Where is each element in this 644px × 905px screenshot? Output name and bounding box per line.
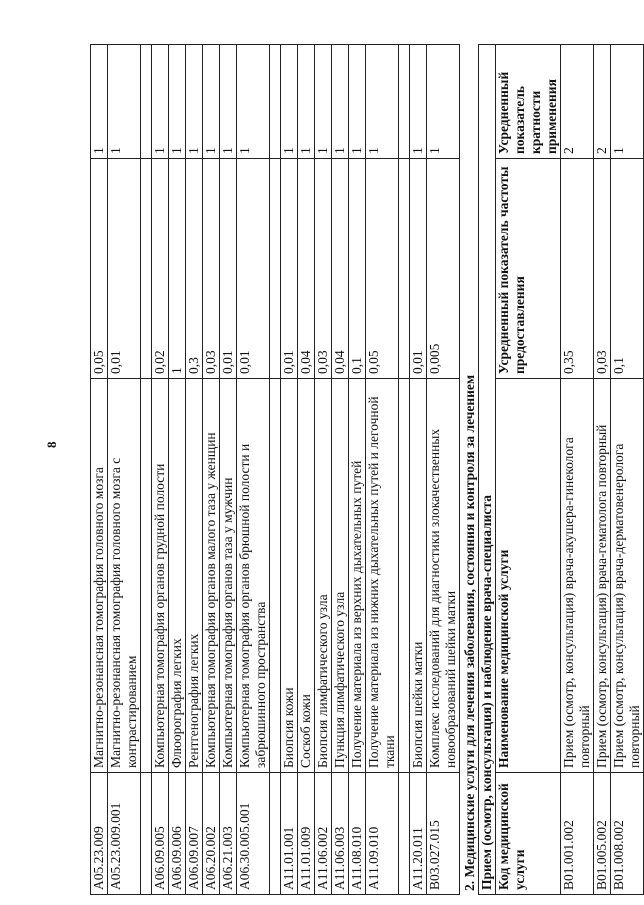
service-code: A05.23.009.001 bbox=[108, 773, 141, 895]
service-name: Компьютерная томография органов грудной полости bbox=[152, 379, 169, 773]
frequency-value: 0,01 bbox=[108, 159, 141, 379]
group-gap bbox=[141, 45, 152, 895]
multiplicity-value: 1 bbox=[611, 44, 644, 158]
service-name: Компьютерная томография органов малого таза у женщин bbox=[203, 379, 220, 773]
table-row bbox=[427, 45, 460, 895]
group-gap bbox=[399, 45, 410, 895]
multiplicity-value: 1 bbox=[237, 45, 270, 159]
table-row bbox=[561, 44, 594, 894]
service-name: Компьютерная томография органов таза у мужчин bbox=[220, 379, 237, 773]
table-row bbox=[594, 44, 611, 894]
section-2-title: 2. Медицинские услуги для лечения заболевания, состояния и контроля за лечением bbox=[462, 374, 477, 891]
gap-cell bbox=[141, 379, 152, 773]
gap-cell bbox=[141, 773, 152, 895]
service-code: A06.09.007 bbox=[186, 773, 203, 895]
service-code: B01.001.002 bbox=[561, 773, 594, 895]
service-name: Пункция лимфатического узла bbox=[332, 379, 349, 773]
header-multiplicity: Усредненный показатель кратности применения bbox=[496, 44, 561, 158]
service-code: A11.20.011 bbox=[410, 773, 427, 895]
frequency-value: 0,01 bbox=[237, 159, 270, 379]
service-name: Биопсия шейки матки bbox=[410, 379, 427, 773]
multiplicity-value: 1 bbox=[220, 45, 237, 159]
frequency-value: 0,005 bbox=[427, 159, 460, 379]
multiplicity-value: 1 bbox=[410, 45, 427, 159]
service-code: A06.21.003 bbox=[220, 773, 237, 895]
services-table-1 bbox=[90, 44, 460, 895]
service-name: Комплекс исследований для диагностики злокачественных новообразований шейки матки bbox=[427, 379, 460, 773]
section-2-subtitle: Прием (осмотр, консультация) и наблюдение врача-специалиста bbox=[479, 44, 496, 894]
service-code: A05.23.009 bbox=[91, 773, 108, 895]
service-code: A06.30.005.001 bbox=[237, 773, 270, 895]
service-code: B03.027.015 bbox=[427, 773, 460, 895]
frequency-value: 0,35 bbox=[561, 159, 594, 379]
frequency-value: 0,04 bbox=[298, 159, 315, 379]
frequency-value: 0,02 bbox=[152, 159, 169, 379]
multiplicity-value: 1 bbox=[315, 45, 332, 159]
multiplicity-value: 1 bbox=[91, 45, 108, 159]
service-name: Магнитно-резонансная томография головного мозга bbox=[91, 379, 108, 773]
service-code: B01.005.002 bbox=[594, 773, 611, 895]
service-code: A11.01.001 bbox=[281, 773, 298, 895]
multiplicity-value: 1 bbox=[203, 45, 220, 159]
service-name: Компьютерная томография органов брюшной полости и забрюшинного пространства bbox=[237, 379, 270, 773]
gap-cell bbox=[270, 45, 281, 159]
service-name: Получение материала из нижних дыхательных путей и легочной ткани bbox=[366, 379, 399, 773]
group-gap bbox=[270, 45, 281, 895]
multiplicity-value: 1 bbox=[366, 45, 399, 159]
service-code: A06.20.002 bbox=[203, 773, 220, 895]
multiplicity-value: 1 bbox=[108, 45, 141, 159]
frequency-value: 0,01 bbox=[220, 159, 237, 379]
table-row bbox=[237, 45, 270, 895]
header-name: Наименование медицинской услуги bbox=[496, 379, 561, 773]
frequency-value: 0,05 bbox=[366, 159, 399, 379]
multiplicity-value: 1 bbox=[349, 45, 366, 159]
frequency-value: 1 bbox=[169, 159, 186, 379]
gap-cell bbox=[270, 379, 281, 773]
table-row bbox=[108, 45, 141, 895]
table-row bbox=[186, 45, 203, 895]
table-row bbox=[91, 45, 108, 895]
gap-cell bbox=[270, 773, 281, 895]
table-row bbox=[611, 44, 644, 894]
gap-cell bbox=[399, 45, 410, 159]
service-name: Соскоб кожи bbox=[298, 379, 315, 773]
gap-cell bbox=[270, 159, 281, 379]
frequency-value: 0,01 bbox=[410, 159, 427, 379]
service-name: Биопсия лимфатического узла bbox=[315, 379, 332, 773]
table-row bbox=[281, 45, 298, 895]
frequency-value: 0,05 bbox=[91, 159, 108, 379]
gap-cell bbox=[141, 45, 152, 159]
service-code: A11.09.010 bbox=[366, 773, 399, 895]
service-name: Биопсия кожи bbox=[281, 379, 298, 773]
multiplicity-value: 2 bbox=[561, 44, 594, 158]
table-row bbox=[349, 45, 366, 895]
table-header-row bbox=[496, 44, 561, 894]
gap-cell bbox=[141, 159, 152, 379]
frequency-value: 0,03 bbox=[203, 159, 220, 379]
services-table-2-body bbox=[561, 44, 644, 894]
service-code: A11.06.002 bbox=[315, 773, 332, 895]
service-code: B01.008.002 bbox=[611, 773, 644, 895]
page-number: 8 bbox=[44, 441, 59, 448]
service-name: Получение материала из верхних дыхательных путей bbox=[349, 379, 366, 773]
service-code: A11.08.010 bbox=[349, 773, 366, 895]
frequency-value: 0,3 bbox=[186, 159, 203, 379]
service-name: Рентгенография легких bbox=[186, 379, 203, 773]
multiplicity-value: 1 bbox=[281, 45, 298, 159]
table-row bbox=[203, 45, 220, 895]
services-table-2 bbox=[478, 44, 644, 895]
table-row bbox=[169, 45, 186, 895]
service-code: A06.09.005 bbox=[152, 773, 169, 895]
document-body bbox=[90, 45, 642, 895]
services-table-1-body bbox=[91, 45, 460, 895]
multiplicity-value: 1 bbox=[169, 45, 186, 159]
table-row bbox=[152, 45, 169, 895]
multiplicity-value: 1 bbox=[186, 45, 203, 159]
frequency-value: 0,04 bbox=[332, 159, 349, 379]
service-name: Прием (осмотр, консультация) врача-дерматовенеролога повторный bbox=[611, 379, 644, 773]
header-code: Код медицинской услуги bbox=[496, 773, 561, 895]
service-name: Прием (осмотр, консультация) врача-гематолога повторный bbox=[594, 379, 611, 773]
table-row bbox=[366, 45, 399, 895]
frequency-value: 0,01 bbox=[281, 159, 298, 379]
multiplicity-value: 1 bbox=[427, 45, 460, 159]
multiplicity-value: 2 bbox=[594, 44, 611, 158]
service-code: A11.01.009 bbox=[298, 773, 315, 895]
table-row bbox=[332, 45, 349, 895]
service-name: Прием (осмотр, консультация) врача-акушера-гинеколога повторный bbox=[561, 379, 594, 773]
service-name: Флюорография легких bbox=[169, 379, 186, 773]
header-frequency: Усредненный показатель частоты предоставления bbox=[496, 159, 561, 379]
table-row bbox=[315, 45, 332, 895]
service-code: A06.09.006 bbox=[169, 773, 186, 895]
service-code: A11.06.003 bbox=[332, 773, 349, 895]
table-row bbox=[220, 45, 237, 895]
table-row bbox=[410, 45, 427, 895]
table-row bbox=[298, 45, 315, 895]
frequency-value: 0,1 bbox=[349, 159, 366, 379]
gap-cell bbox=[399, 773, 410, 895]
gap-cell bbox=[399, 379, 410, 773]
frequency-value: 0,03 bbox=[315, 159, 332, 379]
multiplicity-value: 1 bbox=[332, 45, 349, 159]
frequency-value: 0,1 bbox=[611, 159, 644, 379]
service-name: Магнитно-резонансная томография головного мозга с контрастированием bbox=[108, 379, 141, 773]
multiplicity-value: 1 bbox=[152, 45, 169, 159]
gap-cell bbox=[399, 159, 410, 379]
multiplicity-value: 1 bbox=[298, 45, 315, 159]
frequency-value: 0,03 bbox=[594, 159, 611, 379]
